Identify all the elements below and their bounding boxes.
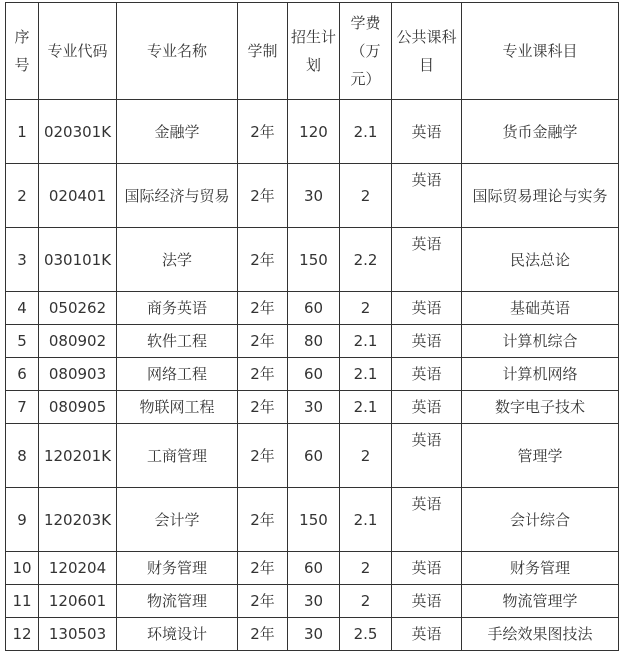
cell-duration: 2年: [238, 488, 288, 552]
header-plan: 招生计划: [288, 3, 340, 100]
cell-public-course: 英语: [392, 292, 462, 325]
header-tuition: 学费（万元）: [340, 3, 392, 100]
cell-duration: 2年: [238, 358, 288, 391]
cell-code: 030101K: [39, 228, 117, 292]
cell-code: 120601: [39, 585, 117, 618]
cell-code: 120203K: [39, 488, 117, 552]
cell-plan: 150: [288, 488, 340, 552]
cell-major-course: 管理学: [462, 424, 619, 488]
cell-major-course: 基础英语: [462, 292, 619, 325]
cell-major-name: 国际经济与贸易: [117, 164, 238, 228]
cell-major-name: 环境设计: [117, 618, 238, 651]
cell-major-name: 财务管理: [117, 552, 238, 585]
cell-code: 050262: [39, 292, 117, 325]
header-seq: 序号: [6, 3, 39, 100]
cell-code: 020401: [39, 164, 117, 228]
cell-seq: 3: [6, 228, 39, 292]
table-row: [6, 358, 619, 391]
cell-duration: 2年: [238, 164, 288, 228]
cell-plan: 30: [288, 391, 340, 424]
cell-major-name: 物流管理: [117, 585, 238, 618]
table-row: [6, 488, 619, 552]
cell-code: 120201K: [39, 424, 117, 488]
enrollment-table: [5, 2, 619, 651]
cell-major-course: 数字电子技术: [462, 391, 619, 424]
cell-seq: 10: [6, 552, 39, 585]
cell-major-course: 财务管理: [462, 552, 619, 585]
cell-duration: 2年: [238, 391, 288, 424]
cell-tuition: 2.5: [340, 618, 392, 651]
header-duration: 学制: [238, 3, 288, 100]
cell-code: 080903: [39, 358, 117, 391]
table-row: [6, 552, 619, 585]
cell-plan: 30: [288, 164, 340, 228]
cell-plan: 60: [288, 552, 340, 585]
cell-duration: 2年: [238, 325, 288, 358]
cell-code: 130503: [39, 618, 117, 651]
table-row: [6, 424, 619, 488]
cell-seq: 2: [6, 164, 39, 228]
header-code: 专业代码: [39, 3, 117, 100]
table-row: [6, 164, 619, 228]
table-row: [6, 325, 619, 358]
cell-seq: 12: [6, 618, 39, 651]
cell-major-course: 计算机网络: [462, 358, 619, 391]
cell-public-course: 英语: [392, 164, 462, 228]
cell-tuition: 2.1: [340, 325, 392, 358]
cell-plan: 30: [288, 585, 340, 618]
cell-duration: 2年: [238, 100, 288, 164]
cell-major-course: 民法总论: [462, 228, 619, 292]
cell-major-name: 商务英语: [117, 292, 238, 325]
cell-tuition: 2: [340, 552, 392, 585]
header-major-course: 专业课科目: [462, 3, 619, 100]
cell-code: 120204: [39, 552, 117, 585]
cell-seq: 8: [6, 424, 39, 488]
cell-seq: 5: [6, 325, 39, 358]
cell-seq: 9: [6, 488, 39, 552]
cell-duration: 2年: [238, 618, 288, 651]
cell-tuition: 2: [340, 424, 392, 488]
table-row: [6, 391, 619, 424]
cell-tuition: 2.1: [340, 358, 392, 391]
cell-code: 080902: [39, 325, 117, 358]
cell-tuition: 2.1: [340, 100, 392, 164]
table-row: [6, 618, 619, 651]
cell-plan: 120: [288, 100, 340, 164]
table-row: [6, 585, 619, 618]
cell-seq: 1: [6, 100, 39, 164]
cell-plan: 30: [288, 618, 340, 651]
cell-major-course: 货币金融学: [462, 100, 619, 164]
cell-major-course: 计算机综合: [462, 325, 619, 358]
cell-seq: 7: [6, 391, 39, 424]
cell-plan: 60: [288, 292, 340, 325]
cell-public-course: 英语: [392, 488, 462, 552]
cell-duration: 2年: [238, 552, 288, 585]
cell-seq: 4: [6, 292, 39, 325]
table-row: [6, 228, 619, 292]
cell-code: 080905: [39, 391, 117, 424]
cell-plan: 80: [288, 325, 340, 358]
cell-seq: 6: [6, 358, 39, 391]
cell-major-name: 法学: [117, 228, 238, 292]
cell-public-course: 英语: [392, 100, 462, 164]
cell-code: 020301K: [39, 100, 117, 164]
cell-public-course: 英语: [392, 552, 462, 585]
cell-public-course: 英语: [392, 424, 462, 488]
cell-duration: 2年: [238, 585, 288, 618]
cell-tuition: 2.1: [340, 488, 392, 552]
cell-public-course: 英语: [392, 585, 462, 618]
cell-plan: 60: [288, 424, 340, 488]
cell-duration: 2年: [238, 292, 288, 325]
cell-major-name: 物联网工程: [117, 391, 238, 424]
cell-major-course: 物流管理学: [462, 585, 619, 618]
cell-plan: 150: [288, 228, 340, 292]
cell-major-course: 手绘效果图技法: [462, 618, 619, 651]
cell-major-name: 软件工程: [117, 325, 238, 358]
header-public-course: 公共课科目: [392, 3, 462, 100]
cell-duration: 2年: [238, 228, 288, 292]
cell-tuition: 2.1: [340, 391, 392, 424]
cell-tuition: 2: [340, 585, 392, 618]
cell-major-name: 工商管理: [117, 424, 238, 488]
cell-duration: 2年: [238, 424, 288, 488]
cell-public-course: 英语: [392, 391, 462, 424]
cell-public-course: 英语: [392, 228, 462, 292]
cell-public-course: 英语: [392, 358, 462, 391]
cell-plan: 60: [288, 358, 340, 391]
cell-tuition: 2: [340, 164, 392, 228]
cell-major-course: 会计综合: [462, 488, 619, 552]
table-row: [6, 100, 619, 164]
cell-tuition: 2.2: [340, 228, 392, 292]
header-major-name: 专业名称: [117, 3, 238, 100]
cell-major-name: 金融学: [117, 100, 238, 164]
cell-public-course: 英语: [392, 618, 462, 651]
cell-public-course: 英语: [392, 325, 462, 358]
cell-major-name: 网络工程: [117, 358, 238, 391]
cell-major-course: 国际贸易理论与实务: [462, 164, 619, 228]
table-header-row: [6, 3, 619, 100]
cell-seq: 11: [6, 585, 39, 618]
table-row: [6, 292, 619, 325]
cell-tuition: 2: [340, 292, 392, 325]
cell-major-name: 会计学: [117, 488, 238, 552]
